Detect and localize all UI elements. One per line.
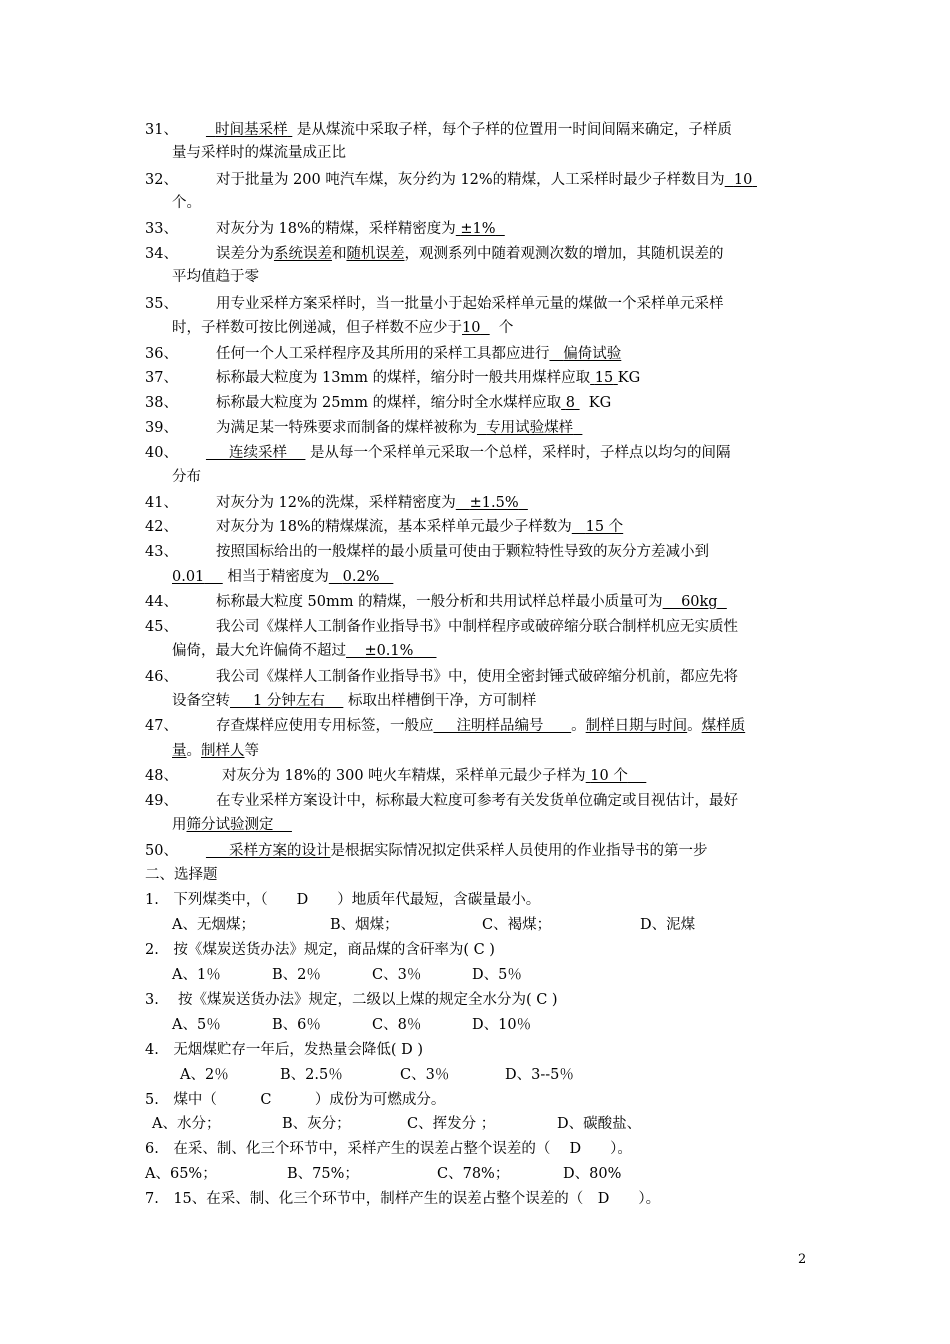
answer-blank: 制样日期与时间 [585,718,688,734]
question-34: 34、 误差分为系统误差和随机误差，观测系列中随着观测次数的增加，其随机误差的 [145,246,724,262]
question-31 [145,120,732,140]
question-40: 40、 连续采样 是从每一个采样单元采取一个总样，采样时，子样点以均匀的间隔 [145,445,731,461]
answer-blank: 专用试验煤样 [486,420,574,436]
question-37: 37、 标称最大粒度为 13mm 的煤样，缩分时一般共用煤样应取 15 KG [145,370,641,386]
question-35: 35、 用专业采样方案采样时，当一批量小于起始采样单元量的煤做一个采样单元采样 [145,296,724,312]
answer-blank: ±1% [460,221,496,237]
answer-blank: 偏倚试验 [563,346,622,362]
question-33: 33、 对灰分为 18%的精煤，采样精密度为 ±1% [145,219,505,239]
question-38: 38、 标称最大粒度为 25mm 的煤样，缩分时全水煤样应取 8 KG [145,395,612,411]
answer-blank: 制样人 [201,743,245,759]
choice-question-1: 1. 下列煤类中，（ D ）地质年代最短，含碳量最小。 [145,892,541,908]
answer-blank: 10 [733,172,753,188]
question-47: 47、 存查煤样应使用专用标签，一般应 注明样品编号 。制样日期与时间。煤样质 [145,718,746,734]
question-49-cont: 用筛分试验测定 [172,815,292,835]
question-text: 是从煤流中采取子样，每个子样的位置用一时间间隔来确定，子样质 [296,122,732,138]
choice-question-5: 5. 煤中（ C ）成份为可燃成分。 [145,1092,446,1108]
question-36: 36、 任何一个人工采样程序及其所用的采样工具都应进行 偏倚试验 [145,346,622,362]
answer-blank: 筛分试验测定 [186,817,274,833]
question-45: 45、 我公司《煤样人工制备作业指导书》中制样程序或破碎缩分联合制样机应无实质性 [145,619,738,635]
question-46: 46、 我公司《煤样人工制备作业指导书》中，使用全密封锤式破碎缩分机前，都应先将 [145,669,738,685]
choice-question-2: 2. 按《煤炭送货办法》规定，商品煤的含矸率为( C ) [145,942,495,958]
question-43: 43、 按照国标给出的一般煤样的最小质量可使由于颗粒特性导致的灰分方差减小到 [145,544,709,560]
answer-blank: 0.2% [342,569,380,585]
answer-blank: 系统误差 [273,246,332,262]
question-39: 39、 为满足某一特殊要求而制备的煤样被称为 专用试验煤样 [145,418,582,438]
answer-blank: 8 [565,395,575,411]
answer-blank: 0.01 [172,569,205,585]
question-50: 50、 采样方案的设计是根据实际情况拟定供采样人员使用的作业指导书的第一步 [145,843,708,859]
question-45-cont: 偏倚，最大允许偏倚不超过 ±0.1% [172,641,436,661]
choice-question-7: 7. 15、在采、制、化三个环节中，制样产生的误差占整个误差的（ D ）。 [145,1191,661,1207]
answer-blank: 量 [172,743,187,759]
answer-blank: 15 [594,370,614,386]
section-heading: 二、选择题 [145,867,218,883]
choice-question-4: 4. 无烟煤贮存一年后，发热量会降低( D ) [145,1042,423,1058]
choice-question-3: 3. 按《煤炭送货办法》规定，二级以上煤的规定全水分为( C ) [145,992,558,1008]
answer-blank: 采样方案的设计 [229,843,331,859]
question-text: 对于批量为 200 吨汽车煤，灰分约为 12%的精煤，人工采样时最少子样数目为 [215,172,725,188]
answer-blank: 时间基采样 [215,122,288,138]
question-48: 48、 对灰分为 18%的 300 吨火车精煤，采样单元最少子样为 10 个 [145,766,646,786]
answer-blank: 15 个 [585,519,624,535]
question-44: 44、 标称最大粒度 50mm 的精煤，一般分析和共用试样总样最小质量可为 60kg [145,592,727,612]
question-32: 32、 对于批量为 200 吨汽车煤，灰分约为 12%的精煤，人工采样时最少子样数目为 10 [145,170,757,190]
question-47-cont: 量。制样人等 [172,743,259,759]
question-40-cont: 分布 [172,469,201,485]
answer-blank: 60kg [681,594,718,610]
question-34-cont: 平均值趋于零 [172,269,259,285]
answer-blank: ±0.1% [364,643,414,659]
question-32-cont: 个。 [172,195,201,211]
answer-blank: 连续采样 [229,445,287,461]
question-49: 49、 在专业采样方案设计中，标称最大粒度可参考有关发货单位确定或目视估计，最好 [145,793,738,809]
question-31-cont: 量与采样时的煤流量成正比 [172,145,346,161]
answer-blank: 1 分钟左右 [253,693,325,709]
question-43-cont: 0.01 相当于精密度为 0.2% [172,567,393,587]
question-42: 42、 对灰分为 18%的精煤煤流，基本采样单元最少子样数为 15 个 [145,519,624,535]
answer-blank: 10 [462,320,481,336]
question-number: 31、 [145,122,178,138]
answer-blank: 10 个 [590,768,628,784]
question-46-cont: 设备空转 1 分钟左右 标取出样槽倒干净，方可制样 [172,693,537,709]
answer-blank: 随机误差 [346,246,405,262]
answer-blank: 注明样品编号 [456,718,544,734]
answer-blank: 煤样质 [701,718,746,734]
question-41: 41、 对灰分为 12%的洗煤，采样精密度为 ±1.5% [145,493,528,513]
choice-question-6: 6. 在采、制、化三个环节中，采样产生的误差占整个误差的（ D ）。 [145,1141,632,1157]
answer-blank: ±1.5% [469,495,519,511]
question-35-cont: 时，子样数可按比例递减，但子样数不应少于10 个 [172,320,514,336]
document-page: 31、 时间基采样 是从煤流中采取子样，每个子样的位置用一时间间隔来确定，子样质 量与采样时的煤流量成正比 32、 对于批量为 200 吨汽车煤，灰分约为 12%的精煤，人工采样时最少子样数目为 10 个。 33、 对灰分为 18%的精煤，采样精密度为 ±1% 34、 误差分为系统误差和随机误差，观测系列中随着观测次数的增加，其随机误差的 平均值趋于零 35、 用专业采样方案采样时，当一批量小于起始采样单元量的煤做一个采样单元采样 时，子样数可按比例递减，但子样数不应少于10 个 36、 任何一个人工采样程序及其所用的采样工具都应进行 偏倚试验 37、 标称最大粒度为 13mm 的煤样，缩分时一般共用煤样应取 15 KG 38、 标称最大粒度为 25mm 的煤样，缩分时全水煤样应取 8 KG 39、 为满足某一特殊要求而制备的煤样被称为 专用试验煤样 40、 连续采样 是从每一个采样单元采取一个总样，采样时，子样点以均匀的间隔 分布 41、 对灰分为 12%的洗煤，采样精密度为 ±1.5% 42、 对灰分为 18%的精煤煤流，基本采样单元最少子样数为 15 个 43、 按照国标给出的一般煤样的最小质量可使由于颗粒特性导致的灰分方差减小到 0.01 相当于精密度为 0.2% 44、 标称最大粒度 50mm 的精煤，一般分析和共用试样总样最小质量可为 60kg 45、 我公司《煤样人工制备作业指导书》中制样程序或破碎缩分联合制样机应无实质性 偏倚，最大允许偏倚不超过 ±0.1% 46、 我公司《煤样人工制备作业指导书》中，使用全密封锤式破碎缩分机前，都应先将 设备空转 1 分钟左右 标取出样槽倒干净，方可制样 47、 存查煤样应使用专用标签，一般应 注明样品编号 。制样日期与时间。煤样质 量。制样人等 48、 对灰分为 18%的 300 吨火车精煤，采样单元最少子样为 10 个 49、 在专业采样方案设计中，标称最大粒度可参考有关发货单位确定或目视估计，最好 用筛分试验测定 50、 采样方案的设计是根据实际情况拟定供采样人员使用的作业指导书的第一步 二、选择题 1. 下列煤类中，（ D ）地质年代最短，含碳量最小。 A、无烟煤； B、烟煤； C、褐煤； D、泥煤 2. 按《煤炭送货办法》规定，商品煤的含矸率为( C ) A、1％ B、2％ C、3％ D、5％ 3. 按《煤炭送货办法》规定，二级以上煤的规定全水分为( C ) A、5％ B、6％ C、8％ D、10％ 4. 无烟煤贮存一年后，发热量会降低( D ) A、2％ B、2.5％ C、3％ D、3--5％ 5. 煤中（ C ）成份为可燃成分。 A、水分； B、灰分； C、挥发分 ； D、碳酸盐、 6. 在采、制、化三个环节中，采样产生的误差占整个误差的（ D ）。 A、65%； B、75%； C、78%； D、80% 7. 15、在采、制、化三个环节中，制样产生的误差占整个误差的（ D ）。 2 [145,122,807,1267]
page-number: 2 [798,1252,807,1267]
